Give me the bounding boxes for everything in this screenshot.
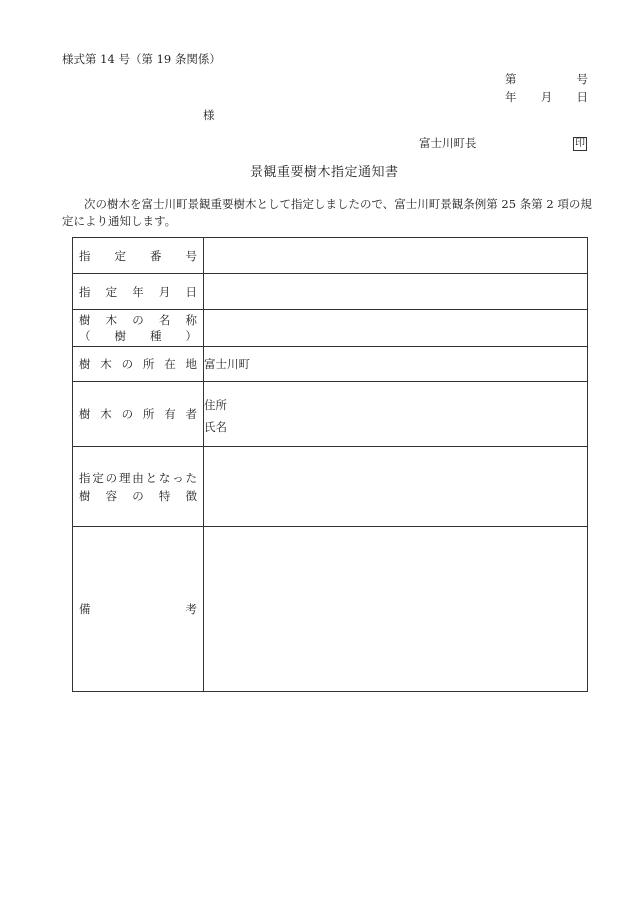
date-line bbox=[505, 89, 588, 105]
label-char: の bbox=[105, 470, 118, 485]
label-char: 番 bbox=[150, 248, 162, 263]
addressee-suffix: 様 bbox=[203, 108, 215, 122]
label-char: 樹 bbox=[114, 329, 126, 343]
label-char: 者 bbox=[185, 407, 197, 421]
label-char: の bbox=[132, 488, 144, 503]
table-row-tree-location bbox=[73, 347, 588, 382]
label-tree-location bbox=[73, 347, 204, 382]
owner-name-label[interactable]: 氏名 bbox=[204, 419, 227, 434]
label-char: 定 bbox=[92, 470, 104, 485]
value-remarks[interactable] bbox=[204, 527, 588, 692]
doc-no-prefix: 第 bbox=[505, 72, 517, 86]
label-char: 指 bbox=[79, 470, 91, 485]
label-char: 樹 bbox=[79, 407, 91, 421]
label-char: 日 bbox=[185, 284, 197, 299]
value-designation-number[interactable] bbox=[204, 238, 588, 274]
doc-no-suffix: 号 bbox=[576, 72, 588, 86]
value-designation-reason[interactable] bbox=[204, 447, 588, 527]
label-char: 樹 bbox=[79, 488, 91, 503]
label-char: 指 bbox=[79, 284, 91, 299]
table-row-remarks bbox=[73, 527, 588, 692]
table-row-tree-owner bbox=[73, 382, 588, 447]
body-text: 次の樹木を富士川町景観重要樹木として指定しましたので、富士川町景観条例第 25 条第 2 項の規定により通知します。 bbox=[62, 197, 592, 228]
label-tree-name bbox=[73, 310, 204, 347]
label-char: 所 bbox=[142, 357, 155, 371]
label-designation-reason bbox=[73, 447, 204, 527]
seal-mark bbox=[573, 135, 587, 151]
label-char: 容 bbox=[105, 488, 118, 503]
label-char: っ bbox=[172, 470, 184, 485]
label-designation-date bbox=[73, 274, 204, 310]
label-char: 木 bbox=[100, 407, 112, 421]
label-char: 在 bbox=[164, 357, 176, 371]
label-remarks bbox=[73, 527, 204, 692]
owner-address-label[interactable]: 住所 bbox=[204, 397, 227, 412]
value-tree-owner bbox=[204, 382, 588, 447]
label-char: 月 bbox=[158, 284, 171, 299]
seal-box: 印 bbox=[575, 138, 585, 149]
label-char: 樹 bbox=[79, 357, 91, 371]
value-tree-location[interactable]: 富士川町 bbox=[204, 347, 588, 382]
table-row-designation-reason bbox=[73, 447, 588, 527]
label-char: 定 bbox=[105, 284, 118, 299]
label-tree-owner bbox=[73, 382, 204, 447]
table-row-tree-name bbox=[73, 310, 588, 347]
label-char: 由 bbox=[132, 470, 144, 485]
label-char: 年 bbox=[132, 284, 144, 299]
label-char: 有 bbox=[164, 407, 176, 421]
label-char: 特 bbox=[158, 488, 171, 503]
label-char: の bbox=[121, 357, 134, 371]
issuer-name: 富士川町長 bbox=[419, 136, 477, 150]
date-month: 月 bbox=[540, 90, 553, 104]
label-char: 称 bbox=[185, 313, 197, 327]
value-tree-name[interactable] bbox=[204, 310, 588, 347]
value-designation-date[interactable] bbox=[204, 274, 588, 310]
label-char: 徴 bbox=[185, 488, 197, 503]
label-char: 木 bbox=[100, 357, 112, 371]
label-char: 名 bbox=[158, 313, 171, 327]
document-title: 景観重要樹木指定通知書 bbox=[250, 165, 399, 180]
label-char: 号 bbox=[185, 248, 197, 263]
label-designation-number bbox=[73, 238, 204, 274]
date-year: 年 bbox=[505, 90, 517, 104]
label-char: 種 bbox=[150, 329, 162, 343]
label-char: 考 bbox=[185, 602, 197, 616]
label-char: な bbox=[158, 470, 171, 485]
label-char: の bbox=[121, 407, 134, 421]
label-char: 定 bbox=[114, 248, 126, 263]
table-row-designation-date bbox=[73, 274, 588, 310]
form-number: 様式第 14 号（第 19 条関係） bbox=[62, 52, 221, 66]
document-number-line bbox=[505, 71, 588, 87]
label-char: 備 bbox=[79, 602, 91, 616]
label-char: 理 bbox=[118, 470, 131, 485]
label-char: 樹 bbox=[79, 313, 91, 327]
label-char: と bbox=[145, 470, 158, 485]
label-char: 地 bbox=[185, 357, 197, 371]
label-char: 所 bbox=[142, 407, 155, 421]
label-char: （ bbox=[79, 329, 91, 343]
table-row-designation-number bbox=[73, 238, 588, 274]
date-day: 日 bbox=[576, 90, 588, 104]
label-char: た bbox=[185, 470, 197, 485]
label-char: 木 bbox=[105, 313, 118, 327]
label-char: 指 bbox=[79, 248, 91, 263]
designation-table bbox=[72, 237, 588, 692]
label-char: ） bbox=[185, 329, 197, 343]
label-char: の bbox=[132, 313, 144, 327]
